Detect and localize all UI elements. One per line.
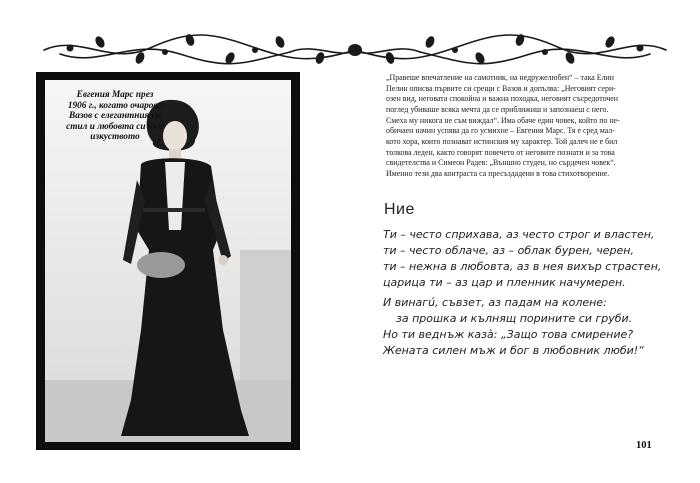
poem-line: ти – често облаче, аз – облак бурен, черен,: [383, 244, 634, 257]
photo-caption: [55, 90, 175, 143]
poem-line: царица ти – аз цар и пленник начумерен.: [383, 276, 626, 289]
prose-line: „Правеше впечатление на самотник, на недружелюбен“ – така Елин: [386, 73, 614, 82]
caption-line: Евгения Марс през: [76, 90, 154, 100]
poem-line: Ти – често сприхава, аз често строг и властен,: [383, 228, 655, 241]
poem-title: Ние: [384, 201, 415, 218]
portrait-photo: [45, 80, 291, 442]
caption-line: 1906 г., когато очарова: [67, 100, 163, 111]
prose-line: обичаен начин успява да го усмихне – Евгения Марс. Тя е сред мал-: [386, 126, 615, 136]
poem-line: за прошка и кълнящ порините си груби.: [396, 312, 633, 325]
decorative-vine-ornament: [40, 24, 670, 76]
prose-line: Смеха му никога не съм виждал“. Има обаче един човек, който по не-: [386, 115, 620, 125]
prose-line: озен вид, неговата спокойна и важна походка, неговият съсредоточен: [386, 94, 619, 104]
caption-line: стил и любовта си към: [66, 121, 164, 132]
poem-line: ти – нежна в любовта, аз в нея вихър страстен,: [383, 260, 662, 273]
prose-line: толкова леден, както говорят повечето от неговите познати и за това: [386, 147, 615, 157]
prose-line: поглед убиваше всяка мечта да се приближиш и запознаеш с него.: [386, 104, 609, 114]
prose-line: Именно тези два контраста са пресъздадени в това стихотворение.: [386, 168, 610, 178]
page-number: 101: [636, 440, 652, 451]
prose-line: кото хора, които познават истинския му характер. Той далеч не е бил: [386, 136, 618, 146]
poem-stanza-2: [383, 295, 683, 359]
prose-line: Пелин описва първите си срещи с Вазов и допълва: „Неговият сери-: [386, 83, 616, 93]
poem-stanza-1: [383, 227, 683, 291]
prose-paragraph: [386, 73, 668, 180]
prose-line: свидетелства и Симеон Радев: „Външно студен, но сърдечен човек“.: [386, 158, 616, 168]
poem-line: Жената силен мъж и бог в любовник люби!“: [383, 344, 644, 357]
poem-line: И винагú, съвзет, аз падам на колене:: [383, 296, 607, 309]
poem-line: Но ти веднъж казà: „Защо това смирение?: [383, 328, 634, 341]
caption-line: Вазов с елегантния си: [69, 111, 161, 122]
caption-line: изкуството: [90, 132, 140, 143]
photo-frame: [36, 72, 300, 450]
